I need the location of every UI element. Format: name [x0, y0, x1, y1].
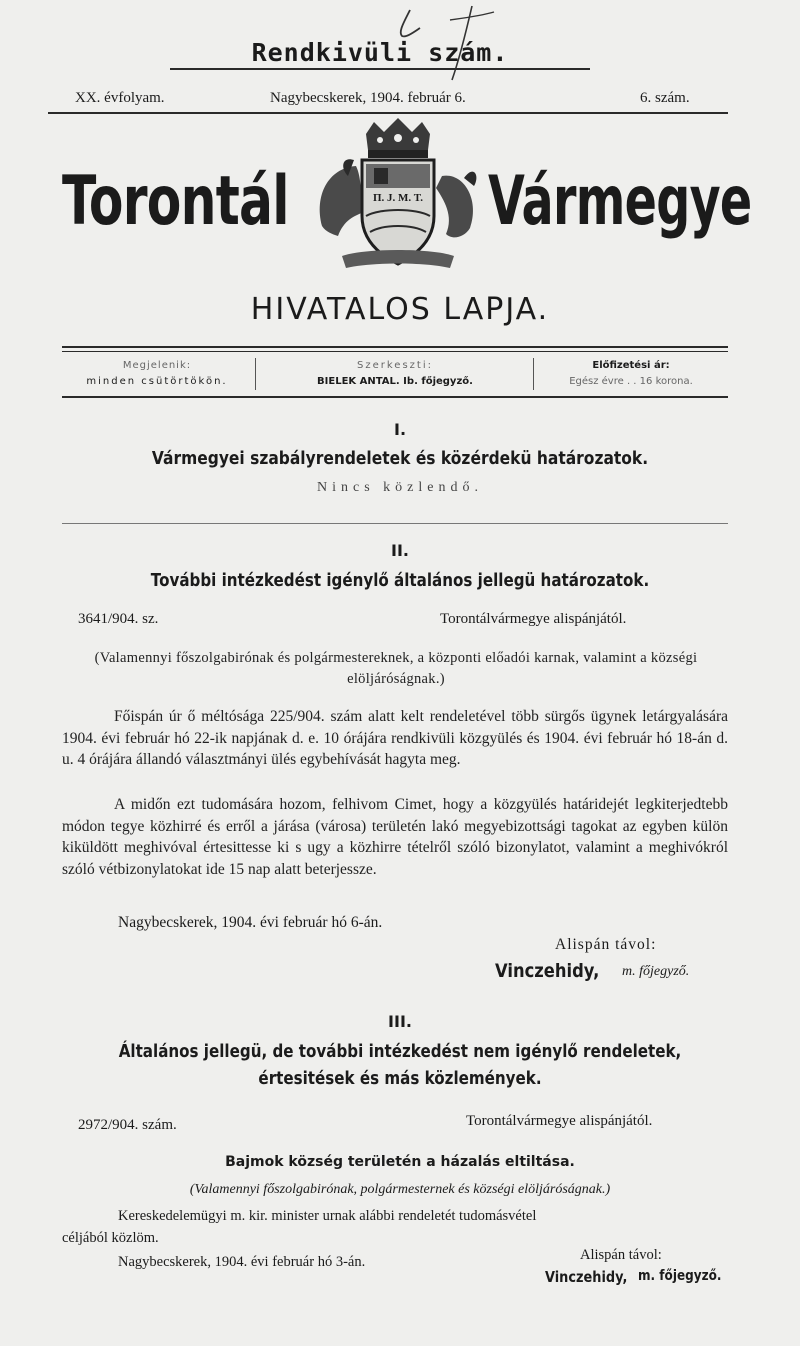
- section2-numeral: II.: [391, 541, 409, 560]
- special-issue-banner: Rendkivüli szám.: [251, 38, 509, 67]
- section2-ref-from: Torontálvármegye alispánjától.: [440, 611, 627, 627]
- section3-signer-role: m. főjegyző.: [638, 1268, 722, 1284]
- info-bar-bottom-rule: [62, 396, 728, 398]
- section2-addressees: (Valamennyi főszolgabirónak és polgármestereknek, a központi előadói karnak, valamint a községi elöljáróságnak.): [94, 650, 698, 687]
- section3-ref-no: 2972/904. szám.: [78, 1117, 177, 1133]
- section2-heading: További intézkedést igénylő általános jellegü határozatok.: [150, 570, 650, 591]
- issue-number: 6. szám.: [640, 90, 690, 106]
- section1-rule: [62, 523, 728, 524]
- section2-signer-title: Alispán távol:: [555, 936, 657, 953]
- section1-note: Nincs közlendő.: [317, 480, 483, 495]
- section3-addressees: (Valamennyi főszolgabirónak, polgármesternek és községi elöljáróságnak.): [189, 1182, 611, 1197]
- section1-heading: Vármegyei szabályrendeletek és közérdekü határozatok.: [151, 448, 649, 469]
- info-divider-1: [255, 358, 256, 390]
- volume-label: XX. évfolyam.: [75, 90, 165, 106]
- coat-of-arms: [314, 116, 482, 276]
- info-bar-top-rule: [62, 346, 728, 348]
- section3-numeral: III.: [388, 1012, 412, 1031]
- section2-date-line: Nagybecskerek, 1904. évi február hó 6-án.: [118, 914, 383, 931]
- section3-body-line2: céljából közlöm.: [62, 1230, 159, 1246]
- section3-body-line1: Kereskedelemügyi m. kir. minister urnak alábbi rendeletét tudomásvétel: [118, 1208, 537, 1224]
- appears-label: Megjelenik:: [122, 360, 192, 371]
- info-bar-top-rule-thin: [62, 351, 728, 352]
- info-divider-2: [533, 358, 534, 390]
- section3-date-line: Nagybecskerek, 1904. évi február hó 3-án.: [118, 1254, 366, 1270]
- title-right: Vármegye: [488, 162, 752, 241]
- section2-ref-no: 3641/904. sz.: [78, 611, 159, 627]
- subscription-label: Előfizetési ár:: [592, 360, 670, 371]
- title-left: Torontál: [62, 162, 289, 241]
- crest-label: Π. J. M. T.: [372, 192, 423, 204]
- section3-subject: Bajmok község területén a házalás eltiltása.: [225, 1154, 575, 1170]
- section2-body-p2: A midőn ezt tudomására hozom, felhivom Cimet, hogy a közgyülés határidejét legkiterjedtebb módon tegye közhirré és erről a járása (városa) területén lakó megyebizottsági tagokat az egyben külön kiküldött meghivóval értesittesse ki s ugy a közhirre tételről szóló bizonylatot, valamint a meghivókról szóló vétbizonylatokat ide 15 nap alatt beterjessze.: [62, 796, 728, 878]
- editor-label: Szerkeszti:: [357, 360, 433, 371]
- banner-underline: [170, 68, 590, 70]
- section3-ref-from: Torontálvármegye alispánjától.: [466, 1113, 653, 1129]
- section1-numeral: I.: [393, 420, 407, 439]
- header-rule: [48, 112, 728, 114]
- section2-signer-role: m. főjegyző.: [622, 964, 690, 979]
- section3-heading-line1: Általános jellegü, de további intézkedést nem igénylő rendeletek,: [118, 1041, 682, 1062]
- editor-value: BIELEK ANTAL. Ib. főjegyző.: [317, 376, 473, 387]
- subtitle: HIVATALOS LAPJA.: [250, 292, 550, 327]
- subscription-value: Egész évre . . 16 korona.: [569, 376, 693, 387]
- appears-value: minden csütörtökön.: [86, 376, 228, 387]
- place-date: Nagybecskerek, 1904. február 6.: [270, 90, 466, 106]
- section3-signer-title: Alispán távol:: [580, 1247, 662, 1263]
- section2-body-p1: Főispán úr ő méltósága 225/904. szám alatt kelt rendeletével több sürgős ügynek letárgyalására 1904. évi február hó 22-ik napjának d. e. 10 órájára rendkivüli közgyülés és 1904. évi február hó 18-án d. u. 4 órájára állandó választmányi ülés egybehívását hagyta meg.: [62, 708, 728, 768]
- section3-signer-name: Vinczehidy,: [545, 1268, 628, 1286]
- section3-heading-line2: értesitések és más közlemények.: [258, 1068, 542, 1089]
- section2-signer-name: Vinczehidy,: [495, 960, 600, 982]
